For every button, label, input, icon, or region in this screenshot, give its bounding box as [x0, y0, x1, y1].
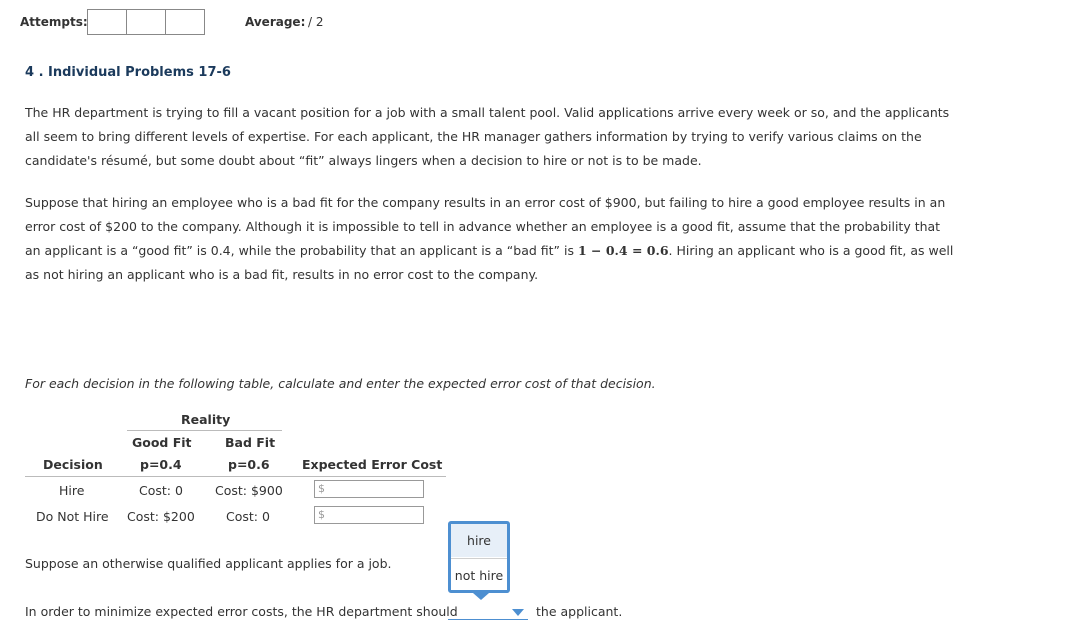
header-divider	[25, 476, 446, 477]
average-value: / 2	[308, 15, 324, 29]
paragraph-2-text-b: . Hiring an applicant who is a good fit, as well as not hiring an applicant who is a bad fit, results in no error cost to the company.	[25, 243, 954, 282]
good-fit-cost-cell: Cost: 0	[139, 483, 183, 498]
bad-fit-probability: p=0.6	[228, 457, 270, 472]
attempt-box-2	[127, 10, 166, 34]
decision-dropdown-list	[448, 521, 510, 593]
decision-header: Decision	[43, 457, 103, 472]
dropdown-pointer-icon	[473, 593, 489, 600]
attempt-box-3	[166, 10, 204, 34]
dollar-prefix: $	[318, 508, 325, 521]
attempt-box-1	[88, 10, 127, 34]
attempts-label: Attempts:	[20, 15, 88, 29]
problem-paragraph-2	[25, 191, 955, 287]
paragraph-2-text-a: Suppose that hiring an employee who is a bad fit for the company results in an error cost of $900, but failing to hire a good employee results in an error cost of $200 to the company. Although it is impossible to tell in advance whether an employee is a good fit, assume that the probability that an applicant is a “good fit” is 0.4, while the probability that an applicant is a “bad fit” is	[25, 195, 946, 258]
good-fit-cost-cell: Cost: $200	[127, 509, 195, 524]
dropdown-option-hire[interactable]: hire	[451, 524, 507, 557]
good-fit-header: Good Fit	[132, 435, 192, 450]
decision-cell: Hire	[59, 483, 85, 498]
hire-expected-cost-input[interactable]	[314, 480, 424, 498]
reality-underline	[127, 430, 282, 431]
bad-fit-cost-cell: Cost: $900	[215, 483, 283, 498]
dollar-prefix: $	[318, 482, 325, 495]
bad-fit-header: Bad Fit	[225, 435, 276, 450]
final-question-suffix: the applicant.	[536, 604, 623, 619]
chevron-down-icon[interactable]	[512, 609, 524, 616]
decision-cell: Do Not Hire	[36, 509, 109, 524]
applicant-statement: Suppose an otherwise qualified applicant applies for a job.	[25, 556, 392, 571]
bad-fit-cost-cell: Cost: 0	[226, 509, 270, 524]
table-instruction: For each decision in the following table, calculate and enter the expected error cost of that decision.	[25, 376, 656, 391]
final-question-text: In order to minimize expected error costs, the HR department should	[25, 604, 458, 619]
good-fit-probability: p=0.4	[140, 457, 182, 472]
problem-title: 4 . Individual Problems 17-6	[25, 65, 231, 80]
reality-header: Reality	[181, 412, 231, 427]
expected-error-cost-header: Expected Error Cost	[302, 457, 443, 472]
probability-equation: 1 − 0.4 = 0.6	[577, 243, 669, 258]
dropdown-option-not-hire[interactable]: not hire	[451, 558, 507, 592]
do-not-hire-expected-cost-input[interactable]	[314, 506, 424, 524]
problem-paragraph-1: The HR department is trying to fill a vacant position for a job with a small talent pool. Valid applications arrive every week or so, and the applicants all seem to bring different levels of expertise. For each applicant, the HR manager gathers information by trying to verify various claims on the candidate's résumé, but some doubt about “fit” always lingers when a decision to hire or not is to be made.	[25, 105, 950, 168]
average-label: Average:	[245, 15, 306, 29]
attempts-indicator	[87, 9, 205, 35]
